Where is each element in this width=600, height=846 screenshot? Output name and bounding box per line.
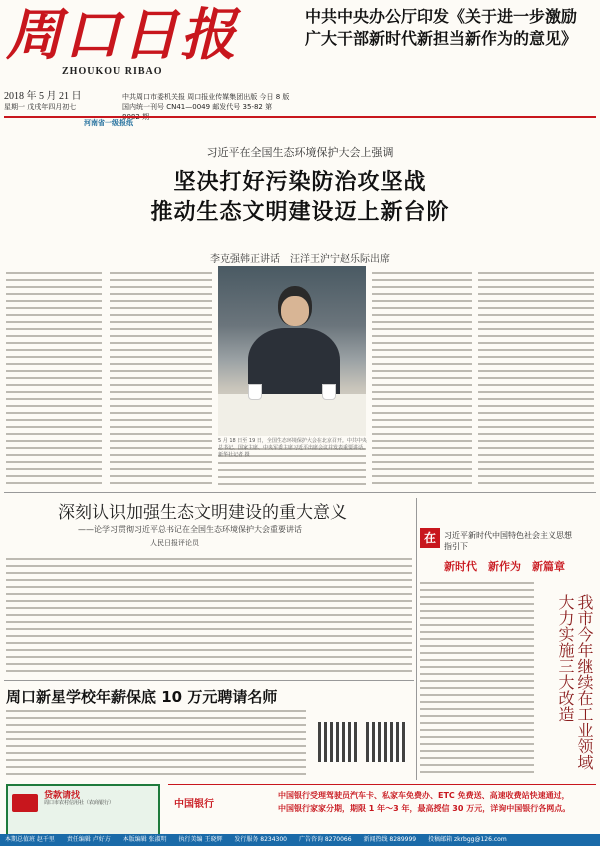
footer-item: 执行美编 王晓辉: [178, 836, 223, 843]
photo-cup: [322, 384, 336, 400]
footer-item: 发行服务 8234300: [234, 836, 288, 843]
photo-cup: [248, 384, 262, 400]
lead-headline[interactable]: [0, 168, 600, 228]
honor-label: 河南省一级报纸: [84, 119, 133, 127]
lead-subhead: 李克强韩正讲话 汪洋王沪宁赵乐际出席: [210, 254, 390, 265]
feature-slogan: 新时代 新作为 新篇章: [444, 560, 565, 573]
feature-vertical-title[interactable]: 我市今年继续在工业领域大力实施三大改造: [556, 594, 594, 770]
top-story-headline-line2: 广大干部新时代新担当新作为的意见》: [305, 29, 578, 48]
cn-number: 国内统一刊号 CN41—0049: [122, 103, 211, 111]
footer-item: 本版编辑 张淑明: [122, 836, 167, 843]
ad-title: 贷款请找: [44, 791, 81, 801]
top-story-headline[interactable]: [305, 6, 597, 50]
feature-badge: 在: [420, 528, 440, 548]
ad-line: 周口市农村信用社（农商银行）: [44, 800, 115, 806]
serial-number: 第: [265, 103, 273, 111]
footer-bar: [0, 834, 600, 846]
date-block: [4, 92, 290, 112]
footer-item: 责任编辑 卢好方: [66, 836, 111, 843]
bank-logo: 中国银行: [174, 799, 214, 810]
lead-photo[interactable]: [218, 266, 366, 436]
issue-date: 2018 年 5 月 21 日: [4, 91, 82, 102]
section-divider: [4, 492, 596, 493]
footer-item: 投稿邮箱 zkrbgg@126.com: [428, 836, 507, 843]
bank-ad-line2: 中国银行家家分期，期限 1 年～3 年，最高授信 30 万元，详询中国银行各网点。: [278, 804, 571, 813]
issue-weekday: 星期一 戊戌年四月初七: [4, 103, 77, 111]
footer-item: 本期总值班 赵千里: [5, 836, 55, 843]
top-story-body: [305, 52, 597, 122]
photo-table: [218, 394, 366, 436]
footer-item: 新闻热线 8289999: [363, 836, 417, 843]
section-divider: [4, 680, 414, 681]
qr-code-icon: [318, 722, 358, 762]
masthead: [0, 0, 600, 127]
lead-headline-line2: 推动生态文明建设迈上新台阶: [150, 200, 450, 225]
lead-headline-line1: 坚决打好污染防治攻坚战: [173, 170, 427, 195]
commentary-body: [6, 556, 412, 674]
page-count: 今日 8 版: [259, 93, 290, 101]
bank-ad-line1: 中国银行受理驾驶员汽车卡、私家车免费办、ETC 免费送、高速收费站快速通过，: [278, 791, 570, 800]
recruit-title[interactable]: 周口新星学校年薪保底 10 万元聘请名师: [6, 688, 278, 706]
feature-heading-line2: 指引下: [444, 542, 468, 551]
post-code: 邮发代号 35-82: [212, 103, 263, 111]
newspaper-logo: 周口日报: [6, 2, 238, 68]
feature-heading-line1: 习近平新时代中国特色社会主义思想: [444, 531, 572, 540]
footer-item: 广告咨询 8270066: [298, 836, 352, 843]
lead-body-col2: [110, 270, 212, 484]
bank-ad-text: [278, 789, 590, 815]
commentary-title[interactable]: 深刻认识加强生态文明建设的重大意义: [58, 503, 347, 523]
lead-body-col5: [478, 270, 594, 484]
lead-body-col4: [372, 270, 472, 484]
commentary-subtitle: ——论学习贯彻习近平总书记在全国生态环境保护大会重要讲话: [78, 525, 302, 534]
recruit-body: [6, 708, 306, 780]
top-story-headline-line1: 中共中央办公厅印发《关于进一步激励: [305, 7, 578, 26]
bank-advertisement[interactable]: [168, 784, 596, 833]
loan-advertisement[interactable]: [6, 784, 160, 836]
photo-caption: 5 月 18 日至 19 日，全国生态环境保护大会在北京召开。中共中央总书记、国家主席、中央军委主席习近平出席会议并发表重要讲话。新华社记者 摄: [218, 438, 369, 458]
sponsor: 周口报业传媒集团出版: [187, 93, 258, 101]
photo-figure-face: [281, 296, 309, 326]
lead-body-col1: [6, 270, 102, 484]
lead-kicker: 习近平在全国生态环境保护大会上强调: [206, 146, 394, 159]
bank-card-icon: [12, 794, 38, 812]
newspaper-logo-en: ZHOUKOU RIBAO: [62, 66, 163, 77]
publisher: 中共周口市委机关报: [122, 93, 185, 101]
feature-divider: [416, 498, 417, 780]
feature-body: [420, 580, 534, 776]
qr-code-icon: [366, 722, 406, 762]
commentary-author: 人民日报评论员: [150, 539, 199, 547]
